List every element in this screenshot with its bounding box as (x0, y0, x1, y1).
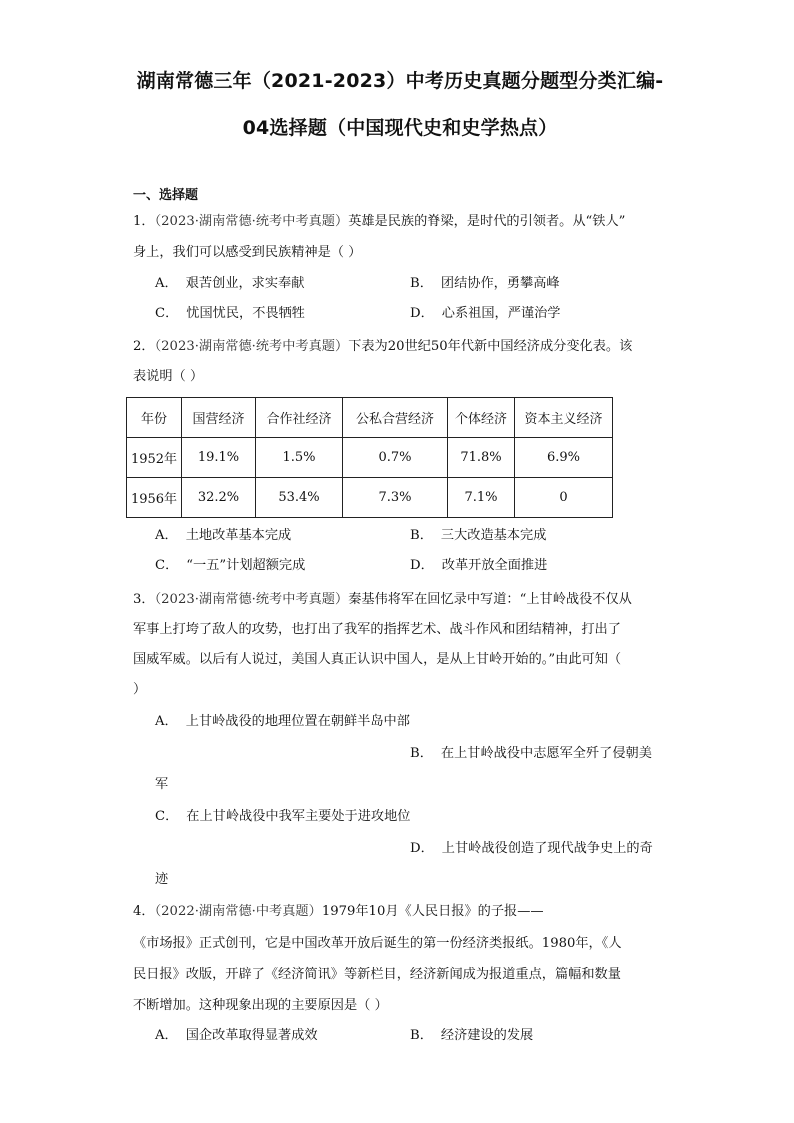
table-cell: 1952年 (127, 438, 182, 478)
question-source: （2023·湖南常德·统考中考真题） (154, 339, 349, 354)
q2-option-c[interactable] (155, 557, 305, 575)
table-cell: 32.2% (182, 478, 256, 518)
table-header-cell: 公私合营经济 (343, 398, 448, 438)
table-cell: 0.7% (343, 438, 448, 478)
table-cell: 6.9% (515, 438, 613, 478)
option-letter: C． (155, 809, 179, 824)
q3-option-b-wrap: 军 (155, 777, 169, 792)
option-text: 上甘岭战役创造了现代战争史上的奇 (441, 841, 653, 856)
question-4-line-4: 不断增加。这种现象出现的主要原因是（ ） (133, 998, 388, 1013)
option-letter: B． (410, 1028, 433, 1043)
option-letter: D． (410, 306, 434, 321)
option-text: 国企改革取得显著成效 (185, 1028, 318, 1043)
question-text: 1979年10月《人民日报》的子报—— (321, 904, 544, 919)
option-text: 心系祖国，严谨治学 (441, 306, 561, 321)
option-text: 忧国忧民，不畏牺牲 (186, 306, 305, 321)
document-title-line-2: 04选择题（中国现代史和史学热点） (242, 117, 558, 139)
table-cell: 7.3% (343, 478, 448, 518)
option-letter: D． (410, 841, 434, 856)
question-4-line-2: 《市场报》正式创刊，它是中国改革开放后诞生的第一份经济类报纸。1980年，《人 (133, 936, 622, 951)
economy-table (126, 397, 613, 518)
q3-option-d-wrap: 迹 (155, 872, 169, 887)
q1-option-a[interactable] (155, 275, 304, 293)
table-row (127, 478, 613, 518)
table-cell: 0 (515, 478, 613, 518)
option-letter: D． (410, 558, 434, 573)
question-3-line-1 (133, 591, 632, 609)
option-text: 在上甘岭战役中我军主要处于进攻地位 (186, 809, 411, 824)
question-text: 秦基伟将军在回忆录中写道：“上甘岭战役不仅从 (348, 592, 632, 607)
document-title-line-1: 湖南常德三年（2021-2023）中考历史真题分题型分类汇编- (136, 70, 664, 92)
option-letter: B． (410, 746, 433, 761)
table-cell: 71.8% (448, 438, 515, 478)
q4-option-a[interactable] (155, 1027, 318, 1045)
question-source: （2023·湖南常德·统考中考真题） (154, 214, 349, 229)
option-letter: A． (155, 714, 178, 729)
option-text: 经济建设的发展 (440, 1028, 534, 1043)
option-text: 团结协作，勇攀高峰 (440, 276, 560, 291)
section-heading: 一、选择题 (133, 188, 199, 203)
question-source: （2022·湖南常德·中考真题） (154, 904, 322, 919)
question-1-line-2: 身上，我们可以感受到民族精神是（ ） (133, 245, 362, 260)
option-letter: B． (410, 276, 433, 291)
q1-option-b[interactable] (410, 275, 560, 293)
q3-option-d[interactable] (410, 840, 653, 858)
question-text: 下表为20世纪50年代新中国经济成分变化表。该 (348, 339, 633, 354)
question-3-line-4: ） (133, 682, 147, 697)
q1-option-c[interactable] (155, 305, 305, 323)
table-header-cell: 合作社经济 (256, 398, 343, 438)
table-cell: 53.4% (256, 478, 343, 518)
table-cell: 1956年 (127, 478, 182, 518)
option-letter: C． (155, 558, 179, 573)
table-header-cell: 个体经济 (448, 398, 515, 438)
question-3-line-2: 军事上打垮了敌人的攻势，也打出了我军的指挥艺术、战斗作风和团结精神，打出了 (133, 622, 621, 637)
option-text: 上甘岭战役的地理位置在朝鲜半岛中部 (185, 714, 410, 729)
option-text: 土地改革基本完成 (185, 528, 292, 543)
question-number: 3． (133, 592, 155, 607)
option-letter: A． (155, 528, 178, 543)
option-text: 在上甘岭战役中志愿军全歼了侵朝美 (440, 746, 652, 761)
question-2-line-2: 表说明（ ） (133, 369, 204, 384)
table-header-row (127, 398, 613, 438)
table-header-cell: 年份 (127, 398, 182, 438)
question-number: 1． (133, 214, 155, 229)
option-letter: B． (410, 528, 433, 543)
table-cell: 1.5% (256, 438, 343, 478)
table-cell: 7.1% (448, 478, 515, 518)
question-source: （2023·湖南常德·统考中考真题） (154, 592, 349, 607)
q4-option-b[interactable] (410, 1027, 533, 1045)
q2-option-a[interactable] (155, 527, 291, 545)
option-text: 三大改造基本完成 (440, 528, 547, 543)
question-4-line-3: 民日报》改版，开辟了《经济简讯》等新栏目，经济新闻成为报道重点，篇幅和数量 (133, 967, 621, 982)
option-text: 改革开放全面推进 (441, 558, 548, 573)
q3-option-c[interactable] (155, 808, 410, 826)
option-text: 艰苦创业，求实奉献 (185, 276, 305, 291)
question-text: 英雄是民族的脊梁，是时代的引领者。从“铁人” (348, 214, 626, 229)
q2-option-d[interactable] (410, 557, 547, 575)
question-3-line-3: 国威军威。以后有人说过，美国人真正认识中国人，是从上甘岭开始的。”由此可知（ (133, 652, 622, 667)
q2-option-b[interactable] (410, 527, 546, 545)
q3-option-b[interactable] (410, 745, 652, 763)
question-4-line-1 (133, 903, 544, 921)
question-number: 2． (133, 339, 155, 354)
option-text: “一五”计划超额完成 (186, 558, 306, 573)
table-header-cell: 资本主义经济 (515, 398, 613, 438)
table-header-cell: 国营经济 (182, 398, 256, 438)
q3-option-a[interactable] (155, 713, 410, 731)
table-row (127, 438, 613, 478)
question-number: 4． (133, 904, 155, 919)
q1-option-d[interactable] (410, 305, 560, 323)
question-1-line-1 (133, 213, 625, 231)
table-cell: 19.1% (182, 438, 256, 478)
question-2-line-1 (133, 338, 632, 356)
option-letter: C． (155, 306, 179, 321)
option-letter: A． (155, 1028, 178, 1043)
option-letter: A． (155, 276, 178, 291)
